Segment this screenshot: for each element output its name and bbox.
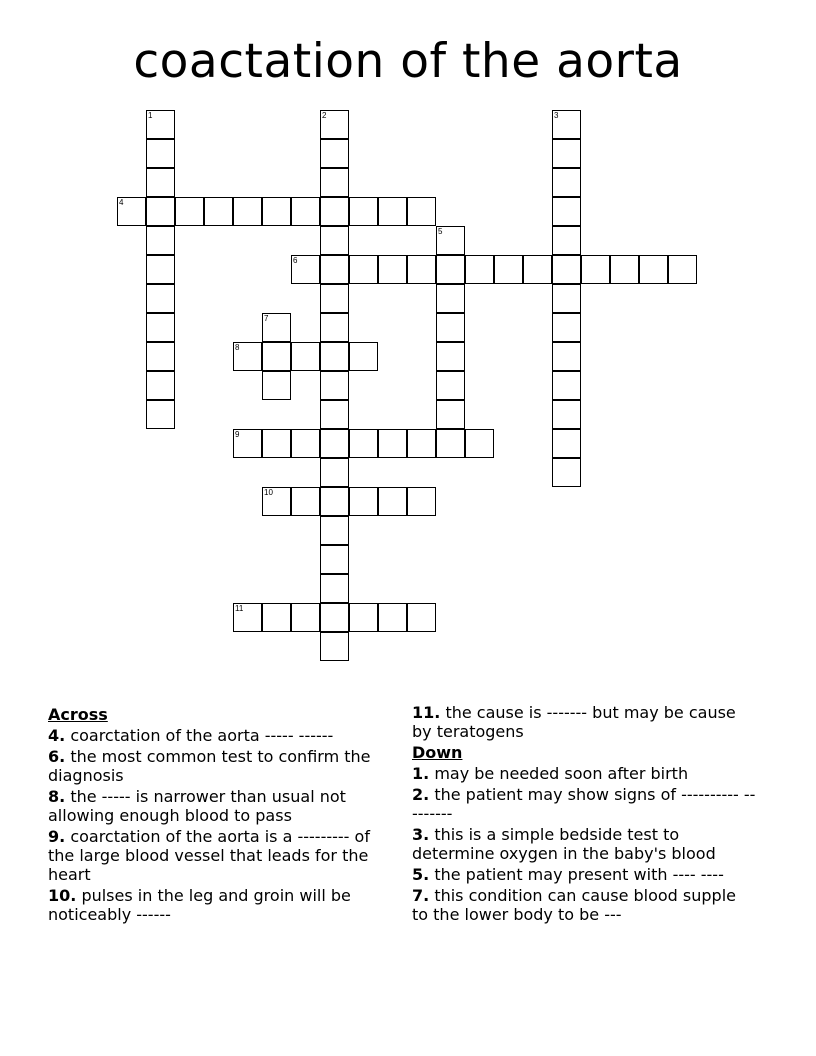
grid-cell[interactable] [320, 226, 349, 255]
clue-number: 8 [235, 343, 240, 352]
grid-cell[interactable] [436, 371, 465, 400]
grid-cell[interactable] [146, 139, 175, 168]
grid-cell[interactable] [291, 197, 320, 226]
clue-number: 2 [322, 111, 327, 120]
grid-cell[interactable] [320, 110, 349, 139]
grid-cell[interactable] [407, 487, 436, 516]
grid-cell[interactable] [552, 110, 581, 139]
grid-cell[interactable] [610, 255, 639, 284]
grid-cell[interactable] [320, 284, 349, 313]
clue-number: 3 [554, 111, 559, 120]
grid-cell[interactable] [552, 139, 581, 168]
across-clue-9: 9. coarctation of the aorta is a --------- of the large blood vessel that leads for the heart [48, 827, 370, 884]
down-clue-1: 1. may be needed soon after birth [412, 764, 689, 783]
grid-cell[interactable] [552, 168, 581, 197]
grid-cell[interactable] [146, 226, 175, 255]
clue-number: 4 [119, 198, 124, 207]
grid-cell[interactable] [233, 603, 262, 632]
grid-cell[interactable] [320, 168, 349, 197]
down-clue-2: 2. the patient may show signs of ---------- --------- [412, 785, 756, 823]
grid-cell[interactable] [436, 342, 465, 371]
across-clue-11: 11. the cause is ------- but may be cause by teratogens [412, 703, 736, 741]
grid-cell[interactable] [581, 255, 610, 284]
grid-cell[interactable] [378, 487, 407, 516]
clues-left-column [48, 703, 393, 926]
grid-cell[interactable] [378, 197, 407, 226]
grid-cell[interactable] [320, 313, 349, 342]
across-clue-6: 6. the most common test to confirm the diagnosis [48, 747, 371, 785]
grid-cell[interactable] [320, 255, 349, 284]
grid-cell[interactable] [349, 487, 378, 516]
grid-cell[interactable] [175, 197, 204, 226]
grid-cell[interactable] [320, 603, 349, 632]
grid-cell[interactable] [552, 400, 581, 429]
grid-cell[interactable] [146, 313, 175, 342]
grid-cell[interactable] [407, 603, 436, 632]
clue-number: 1 [148, 111, 153, 120]
grid-cell[interactable] [436, 226, 465, 255]
grid-cell[interactable] [552, 255, 581, 284]
down-header: Down [412, 743, 463, 762]
grid-cell[interactable] [552, 226, 581, 255]
grid-cell[interactable] [378, 255, 407, 284]
grid-cell[interactable] [349, 603, 378, 632]
grid-cell[interactable] [262, 313, 291, 342]
across-clue-8: 8. the ----- is narrower than usual not allowing enough blood to pass [48, 787, 346, 825]
grid-cell[interactable] [262, 371, 291, 400]
grid-cell[interactable] [262, 197, 291, 226]
grid-cell[interactable] [378, 603, 407, 632]
across-clue-4: 4. coarctation of the aorta ----- ------ [48, 726, 334, 745]
grid-cell[interactable] [291, 342, 320, 371]
grid-cell[interactable] [146, 110, 175, 139]
clues-right-column [412, 703, 757, 926]
grid-cell[interactable] [320, 458, 349, 487]
clue-number: 11 [235, 604, 244, 613]
grid-cell[interactable] [349, 429, 378, 458]
down-clue-5: 5. the patient may present with ---- ---- [412, 865, 724, 884]
grid-cell[interactable] [320, 400, 349, 429]
grid-cell[interactable] [407, 197, 436, 226]
grid-cell[interactable] [552, 429, 581, 458]
grid-cell[interactable] [320, 371, 349, 400]
clue-number: 7 [264, 314, 269, 323]
grid-cell[interactable] [552, 342, 581, 371]
grid-cell[interactable] [291, 429, 320, 458]
grid-cell[interactable] [262, 429, 291, 458]
grid-cell[interactable] [465, 255, 494, 284]
grid-cell[interactable] [523, 255, 552, 284]
grid-cell[interactable] [320, 545, 349, 574]
grid-cell[interactable] [320, 429, 349, 458]
clue-number: 5 [438, 227, 443, 236]
grid-cell[interactable] [465, 429, 494, 458]
grid-cell[interactable] [320, 487, 349, 516]
grid-cell[interactable] [291, 603, 320, 632]
clue-number: 10 [264, 488, 273, 497]
grid-cell[interactable] [291, 255, 320, 284]
grid-cell[interactable] [117, 197, 146, 226]
grid-cell[interactable] [320, 342, 349, 371]
grid-cell[interactable] [320, 516, 349, 545]
grid-cell[interactable] [349, 342, 378, 371]
grid-cell[interactable] [233, 429, 262, 458]
grid-cell[interactable] [233, 197, 262, 226]
grid-cell[interactable] [262, 603, 291, 632]
grid-cell[interactable] [668, 255, 697, 284]
across-header: Across [48, 705, 108, 724]
grid-cell[interactable] [436, 255, 465, 284]
grid-cell[interactable] [436, 400, 465, 429]
grid-cell[interactable] [320, 197, 349, 226]
grid-cell[interactable] [552, 458, 581, 487]
grid-cell[interactable] [349, 197, 378, 226]
grid-cell[interactable] [233, 342, 262, 371]
grid-cell[interactable] [436, 313, 465, 342]
grid-cell[interactable] [552, 284, 581, 313]
grid-cell[interactable] [552, 313, 581, 342]
grid-cell[interactable] [146, 255, 175, 284]
grid-cell[interactable] [494, 255, 523, 284]
grid-cell[interactable] [146, 371, 175, 400]
clue-number: 6 [293, 256, 298, 265]
grid-cell[interactable] [436, 429, 465, 458]
grid-cell[interactable] [146, 342, 175, 371]
grid-cell[interactable] [349, 255, 378, 284]
grid-cell[interactable] [639, 255, 668, 284]
down-clue-3: 3. this is a simple bedside test to determine oxygen in the baby's blood [412, 825, 716, 863]
grid-cell[interactable] [552, 197, 581, 226]
grid-cell[interactable] [262, 487, 291, 516]
grid-cell[interactable] [552, 371, 581, 400]
across-clue-10: 10. pulses in the leg and groin will be noticeably ------ [48, 886, 351, 924]
down-clue-7: 7. this condition can cause blood supple to the lower body to be --- [412, 886, 736, 924]
grid-cell[interactable] [407, 255, 436, 284]
grid-cell[interactable] [146, 284, 175, 313]
puzzle-title: coactation of the aorta [133, 34, 683, 89]
grid-cell[interactable] [320, 139, 349, 168]
grid-cell[interactable] [291, 487, 320, 516]
grid-cell[interactable] [407, 429, 436, 458]
grid-cell[interactable] [146, 197, 175, 226]
grid-cell[interactable] [320, 574, 349, 603]
grid-cell[interactable] [436, 284, 465, 313]
grid-cell[interactable] [262, 342, 291, 371]
grid-cell[interactable] [146, 168, 175, 197]
grid-cell[interactable] [146, 400, 175, 429]
grid-cell[interactable] [320, 632, 349, 661]
clue-number: 9 [235, 430, 240, 439]
grid-cell[interactable] [378, 429, 407, 458]
grid-cell[interactable] [204, 197, 233, 226]
